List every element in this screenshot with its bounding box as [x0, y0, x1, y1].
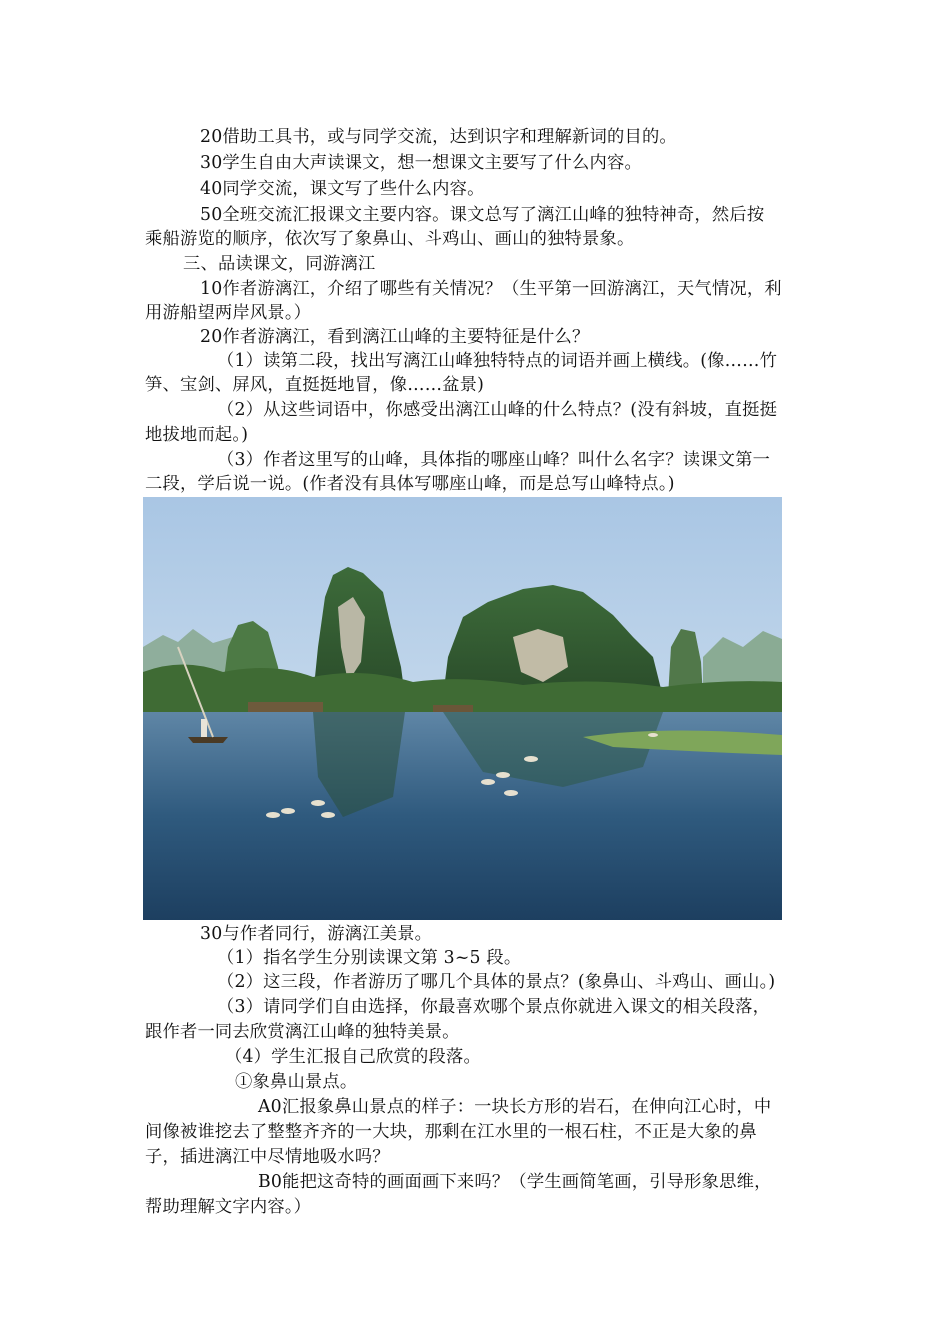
text-line: 地拔地而起。) [145, 425, 249, 445]
li-river-landscape-photo [143, 497, 782, 920]
text-line: 10作者游漓江，介绍了哪些有关情况？（生平第一回游漓江，天气情况，利 [200, 279, 782, 299]
text-line: 用游船望两岸风景。） [145, 303, 312, 323]
text-line: 20作者游漓江，看到漓江山峰的主要特征是什么？ [200, 327, 590, 347]
text-line: 跟作者一同去欣赏漓江山峰的独特美景。 [145, 1022, 460, 1042]
text-line: （2）从这些词语中，你感受出漓江山峰的什么特点？(没有斜坡，直挺挺 [217, 400, 778, 420]
text-line: ①象鼻山景点。 [235, 1072, 358, 1092]
text-line: （3）作者这里写的山峰，具体指的哪座山峰？叫什么名字？读课文第一 [217, 450, 771, 470]
text-line: 帮助理解文字内容。） [145, 1197, 312, 1217]
text-line: 二段，学后说一说。(作者没有具体写哪座山峰，而是总写山峰特点。) [145, 474, 675, 494]
text-line: B0能把这奇特的画面画下来吗？（学生画简笔画，引导形象思维， [258, 1172, 772, 1192]
text-line: （1）读第二段，找出写漓江山峰独特特点的词语并画上横线。(像……竹 [217, 351, 778, 371]
text-line: （1）指名学生分别读课文第 3~5 段。 [217, 948, 522, 968]
text-line: 间像被谁挖去了整整齐齐的一大块，那剩在江水里的一根石柱，不正是大象的鼻 [145, 1122, 757, 1142]
text-line: A0汇报象鼻山景点的样子：一块长方形的岩石，在伸向江心时，中 [258, 1097, 772, 1117]
text-line: 乘船游览的顺序，依次写了象鼻山、斗鸡山、画山的独特景象。 [145, 229, 635, 249]
text-line: 30学生自由大声读课文，想一想课文主要写了什么内容。 [200, 153, 642, 173]
text-line: 20借助工具书，或与同学交流，达到识字和理解新词的目的。 [200, 127, 677, 147]
text-line: 30与作者同行，游漓江美景。 [200, 924, 433, 944]
text-line: 子，插进漓江中尽情地吸水吗？ [145, 1147, 390, 1167]
text-line: 50全班交流汇报课文主要内容。课文总写了漓江山峰的独特神奇，然后按 [200, 205, 765, 225]
section-heading: 三、品读课文，同游漓江 [183, 254, 376, 274]
text-line: 笋、宝剑、屏风，直挺挺地冒，像……盆景) [145, 375, 485, 395]
text-line: 40同学交流，课文写了些什么内容。 [200, 179, 485, 199]
text-line: （4）学生汇报自己欣赏的段落。 [225, 1047, 481, 1067]
text-line: （3）请同学们自由选择，你最喜欢哪个景点你就进入课文的相关段落， [217, 997, 771, 1017]
text-line: （2）这三段，作者游历了哪几个具体的景点？(象鼻山、斗鸡山、画山。) [217, 972, 776, 992]
